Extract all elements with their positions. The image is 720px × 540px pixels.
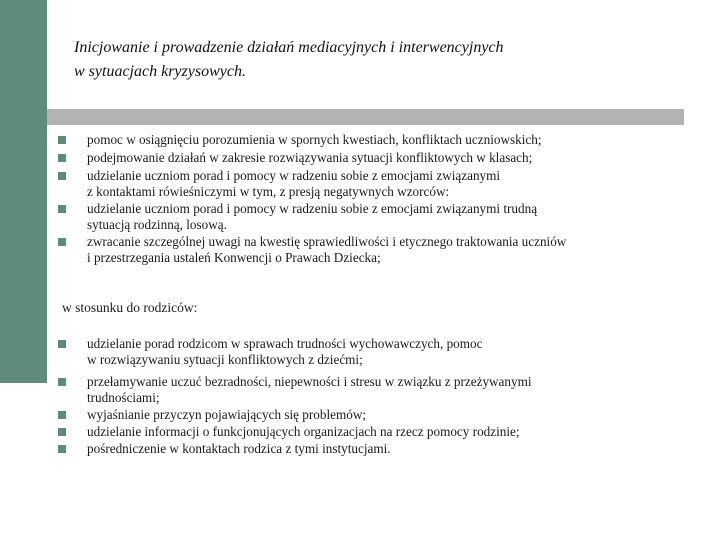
square-bullet-icon bbox=[58, 378, 66, 386]
list-item-line: podejmowanie działań w zakresie rozwiązywania sytuacji konfliktowych w klasach; bbox=[87, 150, 533, 165]
student-support-list bbox=[58, 132, 708, 266]
list-item-line: udzielanie uczniom porad i pomocy w radzeniu sobie z emocjami związanymi trudną bbox=[87, 201, 538, 216]
list-item-line: przełamywanie uczuć bezradności, niepewności i stresu w związku z przeżywanymi bbox=[87, 374, 532, 389]
square-bullet-icon bbox=[58, 154, 66, 162]
list-item-line: sytuacją rodzinną, losową. bbox=[87, 217, 227, 232]
list-item-line: zwracanie szczególnej uwagi na kwestię sprawiedliwości i etycznego traktowania uczniów bbox=[87, 234, 567, 249]
title-line-2: w sytuacjach kryzysowych. bbox=[74, 63, 246, 80]
list-item bbox=[58, 234, 708, 266]
page-title bbox=[74, 36, 694, 84]
list-item-line: udzielanie porad rodzicom w sprawach trudności wychowawczych, pomoc bbox=[87, 336, 483, 351]
list-item bbox=[58, 407, 708, 423]
list-item-line: z kontaktami rówieśniczymi w tym, z presją negatywnych wzorców: bbox=[87, 184, 450, 199]
title-divider bbox=[47, 109, 684, 125]
square-bullet-icon bbox=[58, 238, 66, 246]
parents-subheading: w stosunku do rodziców: bbox=[62, 300, 198, 315]
list-item bbox=[58, 424, 708, 440]
list-item-line: udzielanie informacji o funkcjonujących organizacjach na rzecz pomocy rodzinie; bbox=[87, 424, 520, 439]
square-bullet-icon bbox=[58, 205, 66, 213]
square-bullet-icon bbox=[58, 428, 66, 436]
parent-support-list bbox=[58, 336, 708, 457]
list-item bbox=[58, 150, 708, 166]
square-bullet-icon bbox=[58, 445, 66, 453]
list-item bbox=[58, 336, 708, 368]
square-bullet-icon bbox=[58, 340, 66, 348]
list-item-line: udzielanie uczniom porad i pomocy w radzeniu sobie z emocjami związanymi bbox=[87, 168, 501, 183]
list-item-line: trudnościami; bbox=[87, 390, 160, 405]
title-line-1: Inicjowanie i prowadzenie działań mediacyjnych i interwencyjnych bbox=[74, 39, 504, 56]
list-item-line: wyjaśnianie przyczyn pojawiających się problemów; bbox=[87, 407, 367, 422]
list-item bbox=[58, 132, 708, 148]
square-bullet-icon bbox=[58, 172, 66, 180]
list-item-line: pośredniczenie w kontaktach rodzica z tymi instytucjami. bbox=[87, 441, 391, 456]
list-item bbox=[58, 374, 708, 406]
list-item-line: w rozwiązywaniu sytuacji konfliktowych z dziećmi; bbox=[87, 352, 363, 367]
list-item-line: i przestrzegania ustaleń Konwencji o Prawach Dziecka; bbox=[87, 250, 381, 265]
list-item bbox=[58, 441, 708, 457]
square-bullet-icon bbox=[58, 136, 66, 144]
side-accent-bar bbox=[0, 0, 47, 383]
square-bullet-icon bbox=[58, 411, 66, 419]
list-item bbox=[58, 168, 708, 200]
list-item-line: pomoc w osiągnięciu porozumienia w spornych kwestiach, konfliktach uczniowskich; bbox=[87, 132, 542, 147]
list-item bbox=[58, 201, 708, 233]
